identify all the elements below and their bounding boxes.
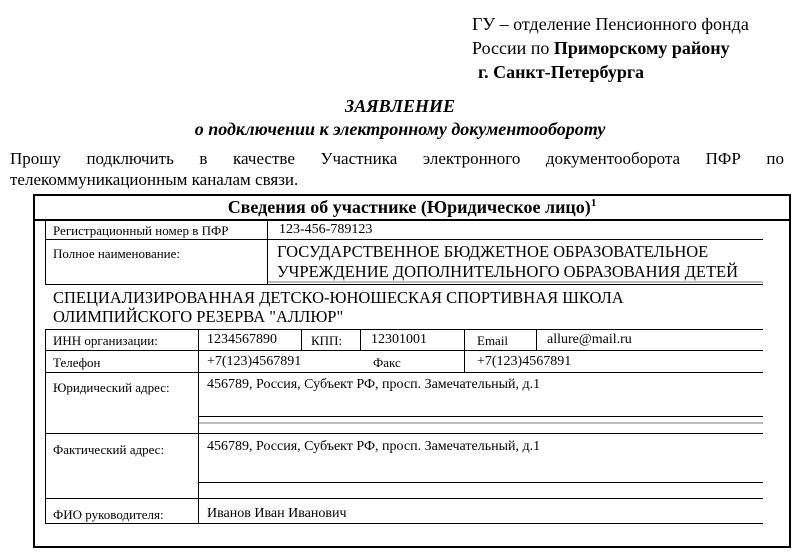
document-title: ЗАЯВЛЕНИЕ [345,96,455,116]
legal-address-label: Юридический адрес: [53,380,170,395]
intro-paragraph: Прошу подключить в качестве Участника электронного документооборота ПФР по телекоммуникационным каналам связи. [10,149,784,189]
email-value: allure@mail.ru [547,332,632,347]
column-divider [45,219,46,284]
actual-address-label: Фактический адрес: [53,442,165,457]
head-name-label: ФИО руководителя: [53,507,164,522]
column-divider [360,329,361,350]
row-divider [45,350,763,351]
inn-label: ИНН организации: [53,333,158,348]
full-name-line-3: СПЕЦИАЛИЗИРОВАННАЯ ДЕТСКО-ЮНОШЕСКАЯ СПОРТИВНАЯ ШКОЛА [53,288,624,307]
section-title-text: Сведения об участнике (Юридическое лицо) [227,197,591,217]
recipient-address [472,12,749,84]
head-name-value: Иванов Иван Иванович [207,506,347,521]
row-divider [45,498,763,499]
column-divider [464,329,465,373]
row-divider [198,482,763,483]
column-divider [198,372,199,523]
phone-value: +7(123)4567891 [207,354,302,369]
recipient-district: Приморскому району [553,38,730,58]
reg-number-label: Регистрационный номер в ПФР [53,223,229,238]
recipient-line-1: ГУ – отделение Пенсионного фонда [472,14,749,34]
fax-label: Факс [373,355,401,370]
recipient-line-2 [472,36,749,60]
kpp-value: 12301001 [371,332,427,347]
reg-number-value: 123-456-789123 [279,222,373,237]
section-title-divider [35,219,789,221]
email-label: Email [477,333,509,348]
full-name-line-2: УЧРЕЖДЕНИЕ ДОПОЛНИТЕЛЬНОГО ОБРАЗОВАНИЯ ДЕТЕЙ [277,262,739,281]
section-title [35,197,789,218]
phone-label: Телефон [53,355,101,370]
legal-address-value: 456789, Россия, Субъект РФ, просп. Замечательный, д.1 [207,377,541,392]
row-divider [45,433,763,434]
column-divider [198,329,199,373]
recipient-line-2-text: России по [472,38,554,58]
column-divider [536,329,537,350]
column-divider [45,329,46,373]
fax-value: +7(123)4567891 [477,354,572,369]
column-divider [267,219,268,284]
column-divider [301,329,302,350]
participant-info-table [33,194,791,548]
full-name-label: Полное наименование: [53,246,181,261]
row-divider [45,329,763,330]
row-divider [45,284,763,285]
column-divider [45,372,46,523]
row-divider [45,523,763,524]
row-divider [45,239,763,240]
kpp-label: КПП: [311,333,343,348]
recipient-city: г. Санкт-Петербурга [478,62,645,82]
actual-address-value: 456789, Россия, Субъект РФ, просп. Замечательный, д.1 [207,439,541,454]
inn-value: 1234567890 [207,332,277,347]
document-subtitle: о подключении к электронному документообороту [194,119,606,139]
section-footnote: 1 [590,197,597,209]
full-name-line-4: ОЛИМПИЙСКОГО РЕЗЕРВА "АЛЛЮР" [53,307,344,326]
row-divider [198,416,763,417]
field-underline [198,422,763,424]
full-name-line-1: ГОСУДАРСТВЕННОЕ БЮДЖЕТНОЕ ОБРАЗОВАТЕЛЬНОЕ [277,242,709,261]
row-divider [45,372,763,373]
